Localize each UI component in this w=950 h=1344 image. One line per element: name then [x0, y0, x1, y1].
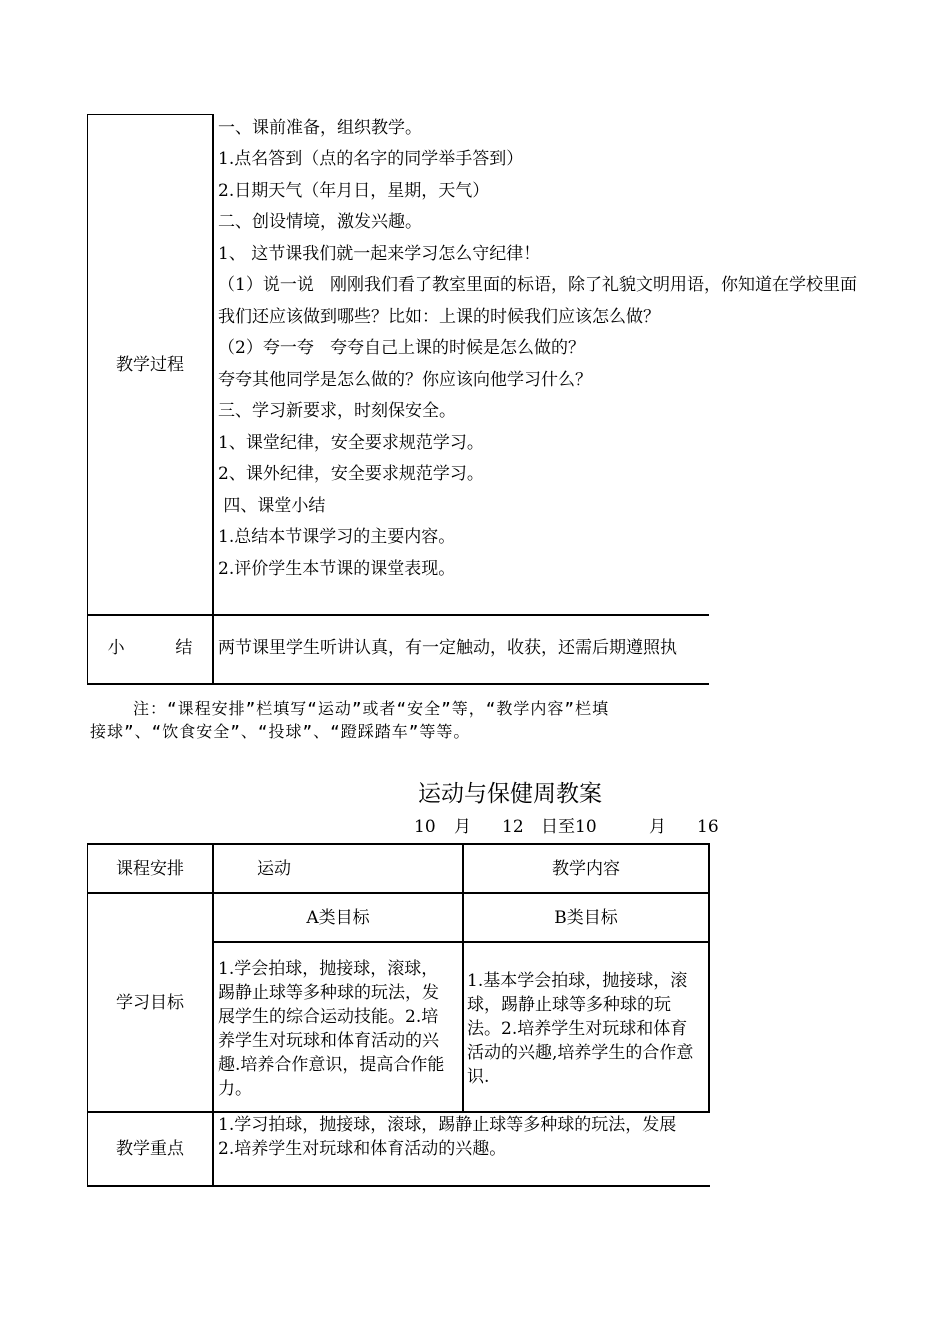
process-line: 2.评价学生本节课的课堂表现。: [218, 559, 456, 579]
table-border: [87, 114, 88, 684]
date-month-char: 月: [649, 817, 666, 837]
table-border: [212, 114, 214, 684]
table-border: [87, 892, 710, 894]
table-border: [87, 1111, 710, 1113]
process-line: （2）夸一夸 夸夸自己上课的时候是怎么做的？: [218, 338, 586, 358]
process-line: 四、课堂小结: [218, 496, 326, 516]
process-line: 三、学习新要求，时刻保安全。: [218, 401, 456, 421]
table-border: [212, 843, 214, 1187]
table-border: [87, 843, 710, 845]
process-line: 1、 这节课我们就一起来学习怎么守纪律！: [218, 244, 541, 264]
key-point-line: 1.学习拍球，抛接球，滚球，踢静止球等多种球的玩法，发展: [218, 1115, 677, 1135]
date-day-start: 12: [502, 817, 524, 837]
process-line: （1）说一说 刚刚我们看了教室里面的标语，除了礼貌文明用语，你知道在学校里面: [218, 275, 858, 295]
summary-text: 两节课里学生听讲认真，有一定触动，收获，还需后期遵照执: [218, 638, 677, 658]
process-line: 我们还应该做到哪些？比如：上课的时候我们应该怎么做？: [218, 307, 660, 327]
row-label-goal: 学习目标: [116, 993, 184, 1013]
process-line: 1、课堂纪律，安全要求规范学习。: [218, 433, 484, 453]
col-label-b-goal: B类目标: [554, 908, 618, 928]
process-line: 一、课前准备，组织教学。: [218, 118, 422, 138]
table-border: [708, 843, 710, 1112]
row-label-key-points: 教学重点: [116, 1139, 184, 1159]
row-label-teaching-process: 教学过程: [116, 355, 184, 375]
table-border: [87, 1185, 710, 1187]
date-month-char: 月: [454, 817, 471, 837]
process-content: [218, 118, 950, 608]
row-label-course: 课程安排: [116, 859, 184, 879]
row-label-summary: 小 结: [107, 638, 193, 658]
note-line: 接球”、“饮食安全”、“投球”、“蹬踩踏车”等等。: [90, 722, 471, 741]
process-line: 夸夸其他同学是怎么做的？你应该向他学习什么？: [218, 370, 592, 390]
table-border: [87, 614, 709, 616]
table-border: [213, 941, 710, 943]
col-label-a-goal: A类目标: [306, 908, 370, 928]
process-line: 1.点名答到（点的名字的同学举手答到）: [218, 149, 524, 169]
date-mid: 日至10: [541, 817, 597, 837]
note-line: 注：“课程安排”栏填写“运动”或者“安全”等，“教学内容”栏填: [133, 699, 610, 718]
process-line: 2、课外纪律，安全要求规范学习。: [218, 464, 484, 484]
process-line: 1.总结本节课学习的主要内容。: [218, 527, 456, 547]
a-goal-text: 1.学会拍球，抛接球，滚球，踢静止球等多种球的玩法，发展学生的综合运动技能。2.培养学生对玩球和体育活动的兴趣.培养合作意识，提高合作能力。: [218, 959, 445, 1099]
process-line: 二、创设情境，激发兴趣。: [218, 212, 422, 232]
table-border: [87, 114, 213, 115]
course-value: 运动: [257, 859, 291, 879]
process-line: 2.日期天气（年月日，星期，天气）: [218, 181, 490, 201]
table-border: [87, 843, 88, 1187]
col-label-content: 教学内容: [552, 859, 620, 879]
table-border: [87, 683, 709, 685]
date-day-end: 16: [697, 817, 719, 837]
table-border: [462, 843, 464, 1112]
date-month-start: 10: [414, 817, 436, 837]
page-title: 运动与保健周教案: [418, 781, 602, 807]
b-goal-text: 1.基本学会拍球，抛接球，滚球，踢静止球等多种球的玩法。2.培养学生对玩球和体育活动的兴趣,培养学生的合作意识.: [467, 971, 694, 1087]
key-point-line: 2.培养学生对玩球和体育活动的兴趣。: [218, 1139, 507, 1159]
